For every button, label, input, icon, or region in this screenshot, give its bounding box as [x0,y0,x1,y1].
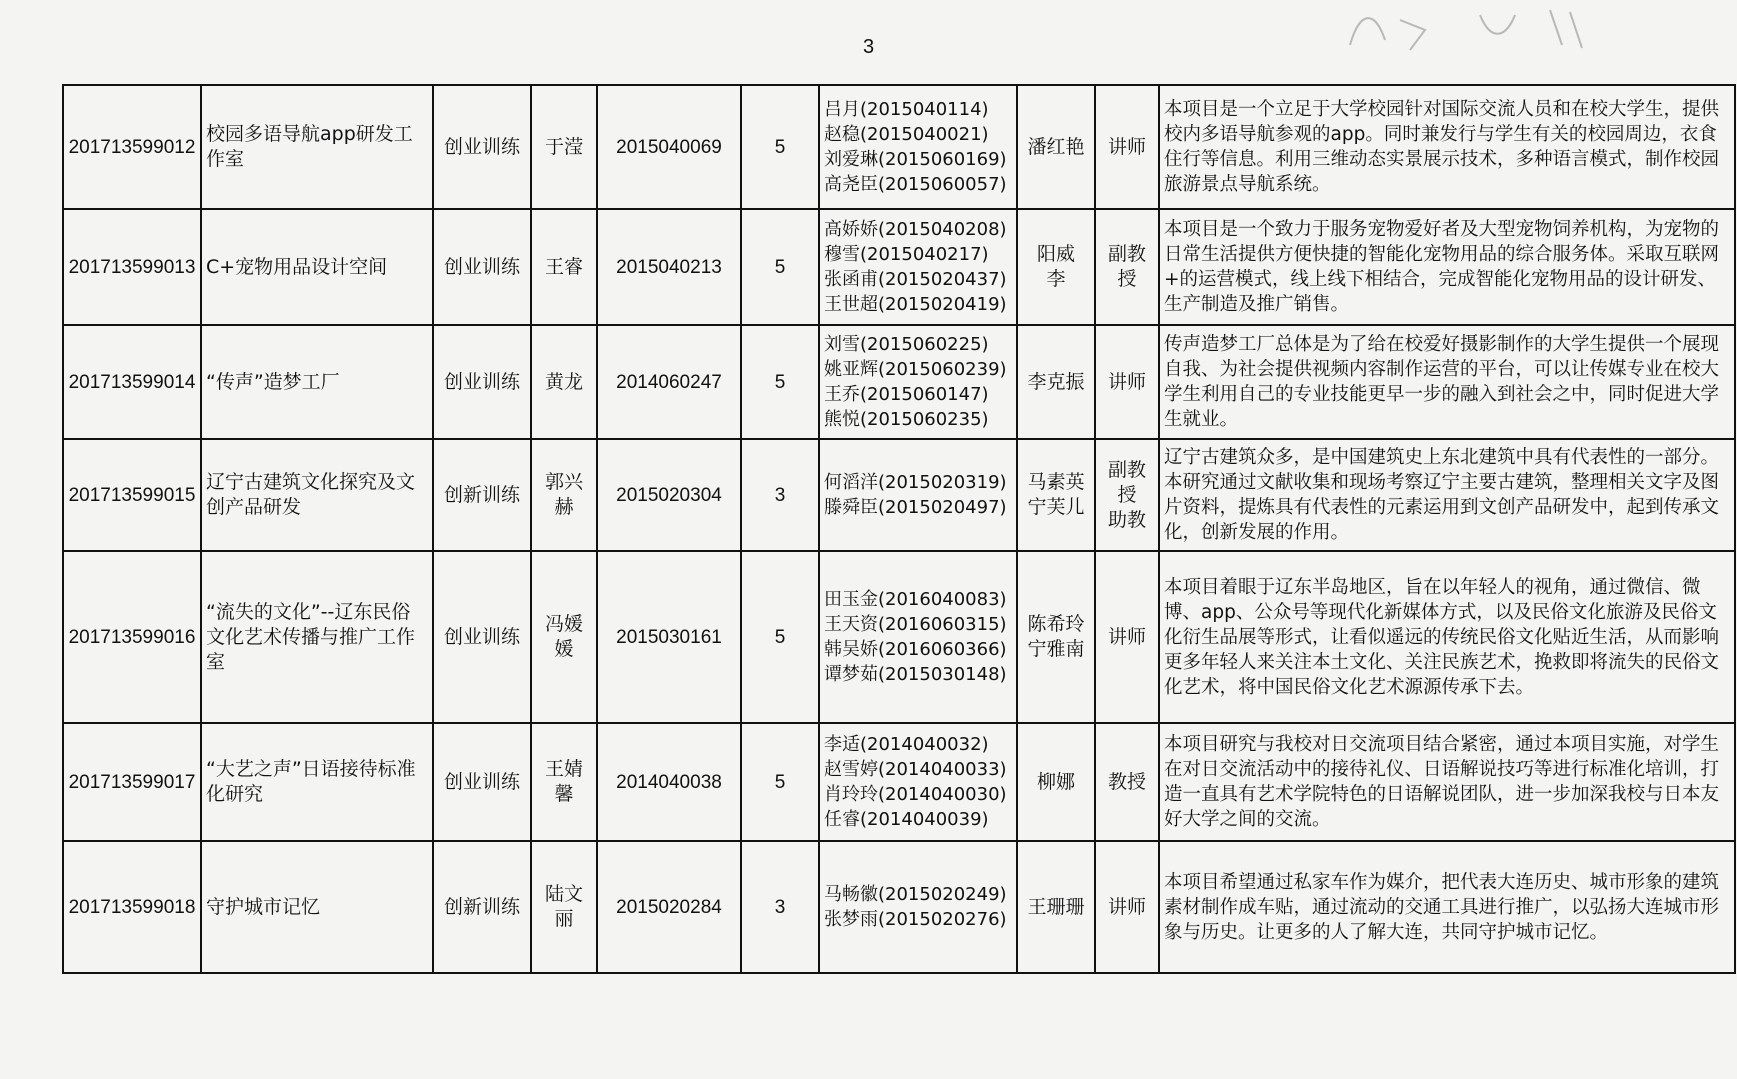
members-cell [819,439,1017,551]
project-type-cell: 创业训练 [433,723,531,841]
advisor-title: 副教授 [1107,243,1146,290]
project-name-cell: “传声”造梦工厂 [201,325,433,439]
member-entry: 穆雪(2015040217) [824,244,989,265]
project-row [63,551,1735,723]
leader-name-cell: 王婧馨 [531,723,597,841]
project-description-cell: 本项目是一个立足于大学校园针对国际交流人员和在校大学生，提供校内多语导航参观的app。同时兼发行与学生有关的校园周边，衣食住行等信息。利用三维动态实景展示技术，多种语言模式，制作校园旅游景点导航系统。 [1159,85,1735,209]
member-count-cell: 3 [741,841,819,973]
leader-name-cell: 陆文丽 [531,841,597,973]
leader-id-cell: 2015040213 [597,209,741,325]
members-cell [819,551,1017,723]
member-entry: 姚亚辉(2015060239) [824,359,1007,380]
project-description-cell: 本项目研究与我校对日交流项目结合紧密，通过本项目实施，对学生在对日交流活动中的接待礼仪、日语解说技巧等进行标准化培训，打造一直具有艺术学院特色的日语解说团队，进一步加深我校与日本友好大学之间的交流。 [1159,723,1735,841]
advisor-cell [1017,551,1095,723]
project-description-cell: 本项目是一个致力于服务宠物爱好者及大型宠物饲养机构，为宠物的日常生活提供方便快捷的智能化宠物用品的综合服务体。采取互联网+的运营模式，线上线下相结合，完成智能化宠物用品的设计研发、生产制造及推广销售。 [1159,209,1735,325]
member-entry: 王乔(2015060147) [824,384,989,405]
project-name-cell: 校园多语导航app研发工作室 [201,85,433,209]
page-number: 3 [862,36,875,58]
project-id-cell: 201713599018 [63,841,201,973]
project-name-cell: C+宠物用品设计空间 [201,209,433,325]
advisor-title: 助教 [1107,508,1146,531]
project-name-cell: 守护城市记忆 [201,841,433,973]
member-count-cell: 5 [741,551,819,723]
leader-name-cell: 于滢 [531,85,597,209]
leader-name-cell: 郭兴赫 [531,439,597,551]
member-count-cell: 5 [741,325,819,439]
project-type-cell: 创业训练 [433,551,531,723]
member-entry: 田玉金(2016040083) [824,589,1007,610]
member-entry: 王世超(2015020419) [824,294,1007,315]
project-rows [63,85,1735,973]
signature-smudge [1330,0,1610,60]
project-description-cell: 传声造梦工厂总体是为了给在校爱好摄影制作的大学生提供一个展现自我、为社会提供视频内容制作运营的平台，可以让传媒专业在校大学生利用自己的专业技能更早一步的融入到社会之中，同时促进大学生就业。 [1159,325,1735,439]
members-cell [819,325,1017,439]
member-entry: 韩吴娇(2016060366) [824,639,1007,660]
advisor-name: 柳娜 [1036,770,1075,793]
member-entry: 高尧臣(2015060057) [824,174,1007,195]
project-description-cell: 本项目希望通过私家车作为媒介，把代表大连历史、城市形象的建筑素材制作成车贴，通过流动的交通工具进行推广，以弘扬大连城市形象与历史。让更多的人了解大连，共同守护城市记忆。 [1159,841,1735,973]
members-cell [819,723,1017,841]
leader-id-cell: 2015040069 [597,85,741,209]
advisor-cell [1017,841,1095,973]
member-count-cell: 5 [741,85,819,209]
advisor-title-cell [1095,209,1159,325]
member-entry: 张函甫(2015020437) [824,269,1007,290]
project-row [63,85,1735,209]
advisor-title: 副教授 [1107,458,1146,506]
project-type-cell: 创业训练 [433,209,531,325]
member-entry: 李适(2014040032) [824,734,989,755]
project-row [63,209,1735,325]
advisor-cell [1017,85,1095,209]
advisor-title: 教授 [1107,770,1146,793]
member-entry: 肖玲玲(2014040030) [824,784,1007,805]
advisor-name: 李克振 [1027,370,1085,393]
advisor-title: 讲师 [1107,895,1146,918]
advisor-cell [1017,209,1114,325]
advisor-title-cell [1095,841,1159,973]
members-cell [819,841,1017,973]
member-entry: 滕舜臣(2015020497) [824,497,1007,518]
project-type-cell: 创新训练 [433,439,531,551]
project-id-cell: 201713599013 [63,209,201,325]
advisor-name: 陈希玲 [1027,613,1085,635]
project-name-cell: “大艺之声”日语接待标准化研究 [201,723,433,841]
advisor-title-cell [1095,325,1159,439]
project-type-cell: 创新训练 [433,841,531,973]
advisor-title-cell [1095,439,1159,551]
project-id-cell: 201713599015 [63,439,201,551]
member-entry: 马畅徽(2015020249) [824,884,1007,905]
project-id-cell: 201713599016 [63,551,201,723]
project-description-cell: 本项目着眼于辽东半岛地区，旨在以年轻人的视角，通过微信、微博、app、公众号等现代化新媒体方式，以及民俗文化旅游及民俗文化衍生品展等形式，让看似遥远的传统民俗文化贴近生活，从而影响更多年轻人来关注本土文化、关注民族艺术，挽救即将流失的民俗文化艺术，将中国民俗文化艺术源源传承下去。 [1159,551,1735,723]
project-name-cell: “流失的文化”--辽东民俗文化艺术传播与推广工作室 [201,551,433,723]
project-row [63,841,1735,973]
project-table [62,84,1736,974]
advisor-name: 潘红艳 [1027,135,1085,158]
project-row [63,439,1735,551]
member-count-cell: 3 [741,439,819,551]
member-entry: 张梦雨(2015020276) [824,909,1007,930]
member-entry: 吕月(2015040114) [824,99,989,120]
advisor-name: 王珊珊 [1027,895,1085,918]
member-count-cell: 5 [741,723,819,841]
member-count-cell: 5 [741,209,819,325]
advisor-name: 宁雅南 [1027,638,1085,660]
advisor-title-cell [1095,551,1159,723]
members-cell [819,85,1017,209]
project-id-cell: 201713599017 [63,723,201,841]
project-row [63,723,1735,841]
member-entry: 王天资(2016060315) [824,614,1007,635]
advisor-name: 阳威 李 [1036,243,1114,290]
member-entry: 赵雪婷(2014040033) [824,759,1007,780]
project-id-cell: 201713599012 [63,85,201,209]
advisor-title: 讲师 [1107,135,1146,158]
leader-id-cell: 2015030161 [597,551,741,723]
member-entry: 任睿(2014040039) [824,809,989,830]
member-entry: 谭梦茹(2015030148) [824,664,1007,685]
member-entry: 熊悦(2015060235) [824,409,989,430]
advisor-title-cell [1095,85,1159,209]
project-name-cell: 辽宁古建筑文化探究及文创产品研发 [201,439,433,551]
advisor-cell [1017,439,1095,551]
project-description-cell: 辽宁古建筑众多，是中国建筑史上东北建筑中具有代表性的一部分。本研究通过文献收集和现场考察辽宁主要古建筑，整理相关文字及图片资料，提炼具有代表性的元素运用到文创产品研发中，起到传承文化，创新发展的作用。 [1159,439,1735,551]
project-row [63,325,1735,439]
leader-name-cell: 冯媛媛 [531,551,597,723]
advisor-cell [1017,325,1095,439]
advisor-cell [1017,723,1095,841]
project-type-cell: 创业训练 [433,325,531,439]
member-entry: 何滔洋(2015020319) [824,472,1007,493]
leader-name-cell: 王睿 [531,209,597,325]
member-entry: 高娇娇(2015040208) [824,219,1007,240]
advisor-name: 宁芙儿 [1027,496,1085,518]
leader-name-cell: 黄龙 [531,325,597,439]
project-id-cell: 201713599014 [63,325,201,439]
leader-id-cell: 2015020284 [597,841,741,973]
advisor-title: 讲师 [1107,370,1146,393]
member-entry: 刘爱琳(2015060169) [824,149,1007,170]
project-type-cell: 创业训练 [433,85,531,209]
leader-id-cell: 2014060247 [597,325,741,439]
member-entry: 赵稳(2015040021) [824,124,989,145]
member-entry: 刘雪(2015060225) [824,334,989,355]
members-cell [819,209,1017,325]
leader-id-cell: 2015020304 [597,439,741,551]
advisor-name: 马素英 [1027,471,1085,493]
advisor-title: 讲师 [1107,625,1146,648]
leader-id-cell: 2014040038 [597,723,741,841]
advisor-title-cell [1095,723,1159,841]
